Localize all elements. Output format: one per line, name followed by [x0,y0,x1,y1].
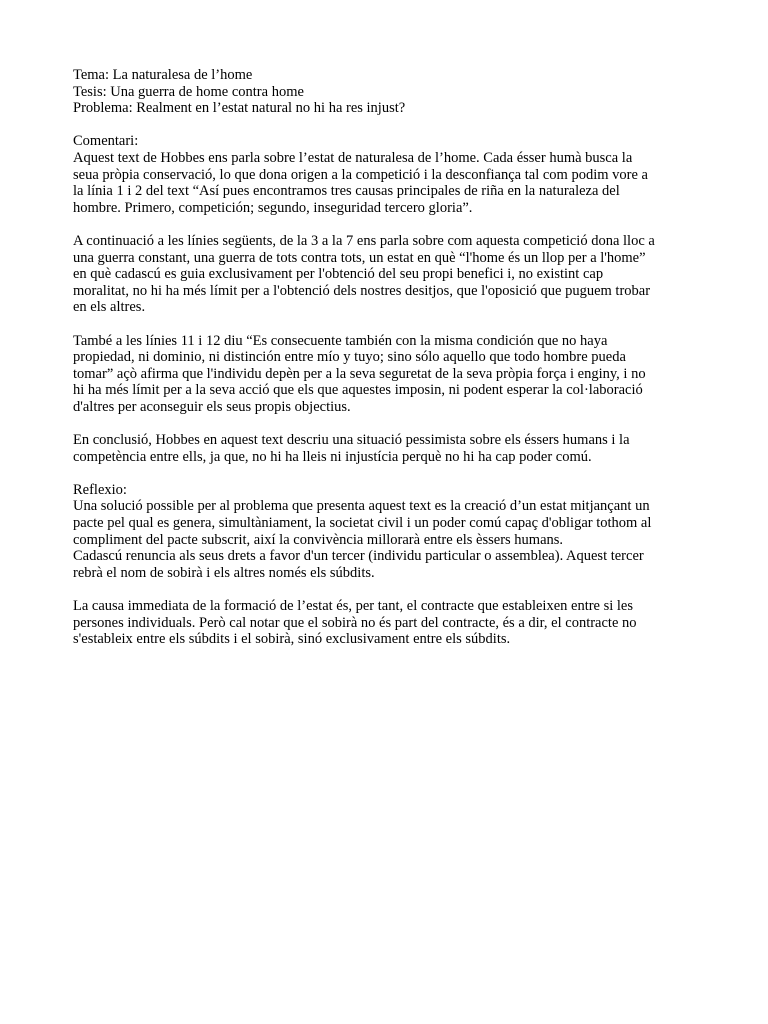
tesis-line: Tesis: Una guerra de home contra home [73,83,304,100]
comentari-heading: Comentari: [73,133,139,150]
paragraph-line: rebrà el nom de sobirà i els altres només els súbdits. [73,564,375,581]
reflexio-paragraph-1 [73,498,703,581]
paragraph-line: La causa immediata de la formació de l’estat és, per tant, el contracte que estableixen entre si les [73,598,634,614]
paragraph-line: una guerra constant, una guerra de tots contra tots, un estat en què “l'home és un llop per a l'home” [73,249,646,266]
comentari-paragraph-2 [73,233,703,316]
reflexio-heading: Reflexio: [73,481,127,498]
paragraph-line: En conclusió, Hobbes en aquest text descriu una situació pessimista sobre els éssers humans i la [73,432,630,449]
paragraph-line: moralitat, no hi ha més límit per a l'obtenció dels nostres desitjos, que l'oposició que puguem trobar [73,282,651,299]
reflexio-paragraph-2 [73,598,703,648]
paragraph-line: hombre. Primero, competición; segundo, inseguridad tercero gloria”. [73,199,473,216]
paragraph-line: seua pròpia conservació, lo que dona origen a la competició i la desconfiança tal com podim vore a [73,166,648,183]
paragraph-line: hi ha més límit per a la seva acció que els que aquestes imposin, ni podent esperar la col·laboració [73,382,643,399]
paragraph-line: d'altres per aconseguir els seus propis objectius. [73,398,351,415]
paragraph-line: en els altres. [73,299,146,316]
paragraph-line: Cadascú renuncia als seus drets a favor d'un tercer (individu particular o assemblea). Aquest tercer [73,548,644,565]
paragraph-line: s'estableix entre els súbdits i el sobirà, sinó exclusivament entre els súbdits. [73,631,511,648]
paragraph-line: Aquest text de Hobbes ens parla sobre l’estat de naturalesa de l’home. Cada ésser humà busca la [73,149,633,166]
comentari-heading-block [73,133,703,150]
comentari-paragraph-1 [73,150,703,216]
paragraph-line: Una solució possible per al problema que presenta aquest text es la creació d’un estat mitjançant un [73,498,650,515]
spacer [73,465,703,482]
comentari-paragraph-4 [73,432,703,465]
paragraph-line: pacte pel qual es genera, simultàniament, la societat civil i un poder comú capaç d'obligar tothom al [73,515,652,532]
paragraph-line: tomar” açò afirma que l'individu depèn per a la seva seguretat de la seva pròpia força i enginy, i no [73,365,646,382]
spacer [73,316,703,333]
paragraph-line: compliment del pacte subscrit, així la convivència millorarà entre els èssers humans. [73,531,564,548]
paragraph-line: propiedad, ni dominio, ni distinción entre mío y tuyo; sino sólo aquello que todo hombre pueda [73,349,626,366]
paragraph-line: persones individuals. Però cal notar que el sobirà no és part del contracte, és a dir, el contracte no [73,614,637,631]
paragraph-line: la línia 1 i 2 del text “Así pues encontramos tres causas principales de riña en la naturaleza del [73,183,620,200]
reflexio-heading-block [73,482,703,499]
document-page [73,67,703,648]
tema-line: Tema: La naturalesa de l’home [73,67,253,83]
paragraph-line: competència entre ells, ja que, no hi ha lleis ni injustícia perquè no hi ha cap poder comú. [73,448,592,465]
spacer [73,216,703,233]
comentari-paragraph-3 [73,333,703,416]
problema-line: Problema: Realment en l’estat natural no hi ha res injust? [73,100,406,117]
paragraph-line: També a les línies 11 i 12 diu “Es consecuente también con la misma condición que no haya [73,332,608,349]
spacer [73,117,703,134]
paragraph-line: en què cadascú es guia exclusivament per l'obtenció del seu propi benefici i, no existint cap [73,266,604,283]
spacer [73,415,703,432]
header-block [73,67,703,117]
spacer [73,581,703,598]
paragraph-line: A continuació a les línies següents, de la 3 a la 7 ens parla sobre com aquesta competició dona lloc a [73,232,655,249]
